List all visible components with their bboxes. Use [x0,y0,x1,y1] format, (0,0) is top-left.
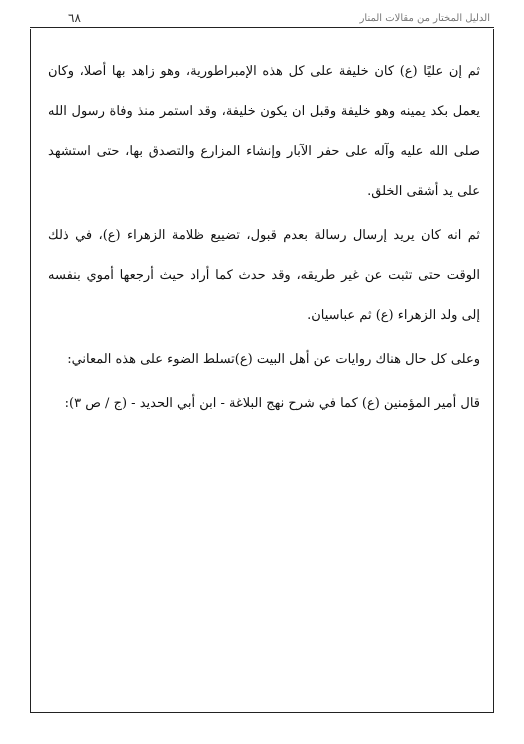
paragraph-3: وعلى كل حال هناك روايات عن أهل البيت (ع)تسلط الضوء على هذه المعاني: [67,352,480,367]
page-body [48,52,480,424]
header-rule [30,27,494,28]
page-header [30,10,494,28]
paragraph-4: قال أمير المؤمنين (ع) كما في شرح نهج البلاغة - ابن أبي الحديد - (ج / ص ٣): [64,396,480,411]
paragraph-2: ثم انه كان يريد إرسال رسالة بعدم قبول، تضييع ظلامة الزهراء (ع)، في ذلك الوقت حتى تثبت عن غير طريقه، وقد حدث كما أراد حيث أرجعها أموي بنفسه إلى ولد الزهراء (ع) ثم عباسيان. [48,228,480,323]
book-title: الدليل المختار من مقالات المنار [359,13,490,24]
page-number: ٦٨ [68,11,81,25]
paragraph-1: ثم إن عليًا (ع) كان خليفة على كل هذه الإمبراطورية، وهو زاهد بها أصلا، وكان يعمل بكد يمينه وهو خليفة وقبل ان يكون خليفة، وقد استمر منذ وفاة رسول الله صلى الله عليه وآله على حفر الآبار وإنشاء المزارع والتصدق بها، حتى استشهد على يد أشقى الخلق. [48,64,480,199]
